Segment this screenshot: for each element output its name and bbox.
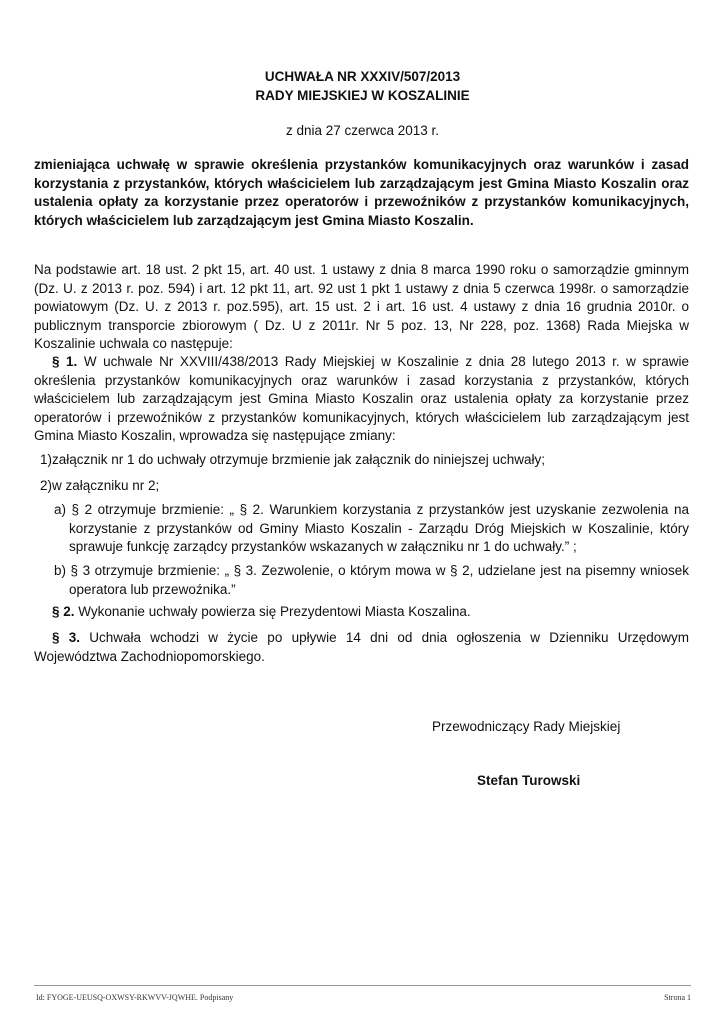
- resolution-subject: zmieniająca uchwałę w sprawie określenia przystanków komunikacyjnych oraz warunków i zasad korzystania z przystanków, których właścicielem lub zarządzającym jest Gmina Miasto Koszalin oraz ustalenia opłaty za korzystanie przez operatorów i przewoźników z przystanków komunikacyjnych, których właścicielem lub zarządzającym jest Gmina Miasto Koszalin.: [34, 157, 689, 228]
- council-name: RADY MIEJSKIEJ W KOSZALINIE: [255, 88, 470, 103]
- signatory-name: Stefan Turowski: [477, 773, 581, 788]
- legal-basis-preamble: Na podstawie art. 18 ust. 2 pkt 15, art. 40 ust. 1 ustawy z dnia 8 marca 1990 roku o samorządzie gminnym (Dz. U. z 2013 r. poz. 594) i art. 12 pkt 11, art. 92 ust 1 pkt 1 ustawy z dnia 5 czerwca 1998r. o samorządzie powiatowym (Dz. U. z 2013 r. poz.595), art. 15 ust. 2 i art. 16 ust. 4 ustawy z dnia 16 grudnia 2010r. o publicznym transporcie zbiorowym ( Dz. U z 2011r. Nr 5 poz. 13, Nr 228, poz. 1368) Rada Miejska w Koszalinie uchwala co następuje:: [34, 262, 689, 351]
- resolution-number: UCHWAŁA NR XXXIV/507/2013: [264, 69, 461, 84]
- section-3-label: § 3.: [52, 630, 81, 645]
- section-3-text: Uchwała wchodzi w życie po upływie 14 dni od dnia ogłoszenia w Dzienniku Urzędowym Województwa Zachodniopomorskiego.: [34, 630, 689, 664]
- section-2: [34, 603, 689, 622]
- footer-divider: [34, 985, 691, 986]
- sub-item-a: a) § 2 otrzymuje brzmienie: „ § 2. Warunkiem korzystania z przystanków jest uzyskanie zezwolenia na korzystanie z przystanków od Gminy Miasto Koszalin - Zarządu Dróg Miejskich w Koszalinie, który sprawuje funkcję zarządcy przystanków wskazanych w załączniku nr 1 do uchwały.” ;: [54, 502, 689, 554]
- resolution-date: z dnia 27 czerwca 2013 r.: [285, 123, 440, 138]
- section-3: [34, 629, 689, 666]
- document-id: Id: FYOGE-UEUSQ-OXWSY-RKWVV-JQWHE. Podpisany: [36, 993, 234, 1002]
- section-1: [34, 353, 689, 446]
- section-2-label: § 2.: [52, 604, 75, 619]
- section-2-text: Wykonanie uchwały powierza się Prezydentowi Miasta Koszalina.: [74, 604, 471, 619]
- list-item-1: 1)załącznik nr 1 do uchwały otrzymuje brzmienie jak załącznik do niniejszej uchwały;: [40, 452, 545, 467]
- sub-item-b: b) § 3 otrzymuje brzmienie: „ § 3. Zezwolenie, o którym mowa w § 2, udzielane jest na pisemny wniosek operatora lub przewoźnika.”: [54, 563, 689, 597]
- section-1-text: W uchwale Nr XXVIII/438/2013 Rady Miejskiej w Koszalinie z dnia 28 lutego 2013 r. w sprawie określenia przystanków komunikacyjnych oraz warunków i zasad korzystania z przystanków, których właścicielem lub zarządzającym jest Gmina Miasto Koszalin oraz ustalenia opłaty za korzystanie przez operatorów i przewoźników z przystanków komunikacyjnych, których właścicielem lub zarządzającym jest Gmina Miasto Koszalin, wprowadza się następujące zmiany:: [34, 354, 689, 443]
- section-1-label: § 1.: [52, 354, 78, 369]
- page-number: Strona 1: [664, 993, 691, 1002]
- signatory-role: Przewodniczący Rady Miejskiej: [432, 719, 621, 734]
- list-item-2: 2)w załączniku nr 2;: [40, 478, 160, 493]
